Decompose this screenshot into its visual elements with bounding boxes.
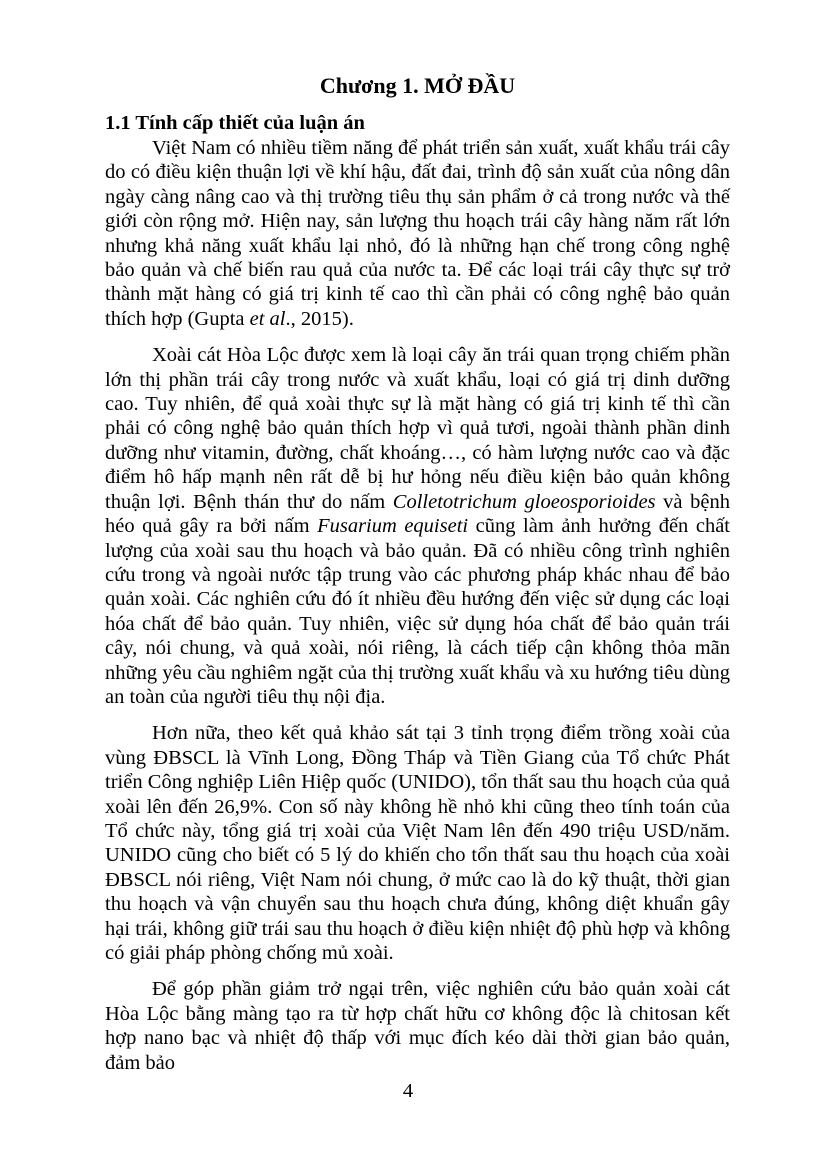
text-segment: Việt Nam có nhiều tiềm năng để phát triển sản xuất, xuất khẩu trái cây do có điều kiện thuận lợi về khí hậu, đất đai, trình độ sản xuất của nông dân ngày càng nâng cao và thị trường tiêu thụ sản phẩm ở cả trong nước và thế giới còn rộng mở. Hiện nay, sản lượng thu hoạch trái cây hàng năm rất lớn nhưng khả năng xuất khẩu lại nhỏ, đó là những hạn chế trong công nghệ bảo quản và chế biến rau quả của nước ta. Để các loại trái cây thực sự trở thành mặt hàng có giá trị kinh tế cao thì cần phải có công nghệ bảo quản thích hợp (Gupta: [105, 137, 730, 330]
italic-text: et al: [249, 307, 286, 330]
text-segment: ., 2015).: [285, 307, 354, 330]
text-segment: Để góp phần giảm trở ngại trên, việc nghiên cứu bảo quản xoài cát Hòa Lộc bằng màng tạo ra từ hợp chất hữu cơ không độc là chitosan kết hợp nano bạc và nhiệt độ thấp với mục đích kéo dài thời gian bảo quản, đảm bảo: [105, 978, 730, 1074]
page-number: 4: [402, 1080, 414, 1102]
italic-text: Colletotrichum gloeosporioides: [392, 490, 656, 513]
text-segment: Xoài cát Hòa Lộc được xem là loại cây ăn trái quan trọng chiếm phần lớn thị phần trái cây trong nước và xuất khẩu, loại có giá trị dinh dưỡng cao. Tuy nhiên, để quả xoài thực sự là mặt hàng có giá trị kinh tế thì cần phải có công nghệ bảo quản thích hợp vì quả tươi, ngoài thành phần dinh dưỡng như vitamin, đường, chất khoáng…, có hàm lượng nước cao và đặc điểm hô hấp mạnh nên rất dễ bị hư hỏng nếu điều kiện bảo quản không thuận lợi. Bệnh thán thư do nấm: [105, 344, 730, 513]
paragraph-1: [105, 136, 730, 331]
chapter-title: Chương 1. MỞ ĐẦU: [319, 73, 516, 98]
paragraph-2: [105, 343, 730, 709]
section-heading: 1.1 Tính cấp thiết của luận án: [105, 112, 365, 134]
text-segment: cũng làm ảnh hưởng đến chất lượng của xoài sau thu hoạch và bảo quản. Đã có nhiều công trình nghiên cứu trong và ngoài nước tập trung vào các phương pháp khác nhau để bảo quản xoài. Các nghiên cứu đó ít nhiều đều hướng đến việc sử dụng các loại hóa chất để bảo quản. Tuy nhiên, việc sử dụng hóa chất để bảo quản trái cây, nói chung, và quả xoài, nói riêng, là cách tiếp cận không thỏa mãn những yêu cầu nghiêm ngặt của thị trường xuất khẩu và xu hướng tiêu dùng an toàn của người tiêu thụ nội địa.: [105, 515, 730, 708]
text-segment: và bệnh héo quả gây ra bởi nấm: [105, 490, 731, 538]
paragraph-3: [105, 721, 730, 965]
italic-text: Fusarium equiseti: [317, 515, 469, 538]
paragraph-4: [105, 977, 730, 1075]
text-segment: Hơn nữa, theo kết quả khảo sát tại 3 tỉnh trọng điểm trồng xoài của vùng ĐBSCL là Vĩnh Long, Đồng Tháp và Tiền Giang của Tổ chức Phát triển Công nghiệp Liên Hiệp quốc (UNIDO), tổn thất sau thu hoạch của quả xoài lên đến 26,9%. Con số này không hề nhỏ khi cũng theo tính toán của Tổ chức này, tổng giá trị xoài của Việt Nam lên đến 490 triệu USD/năm. UNIDO cũng cho biết có 5 lý do khiến cho tổn thất sau thu hoạch của xoài ĐBSCL nói riêng, Việt Nam nói chung, ở mức cao là do kỹ thuật, thời gian thu hoạch và vận chuyển sau thu hoạch chưa đúng, không diệt khuẩn gây hại trái, không giữ trái sau thu hoạch ở điều kiện nhiệt độ phù hợp và không có giải pháp phòng chống mủ xoài.: [105, 722, 730, 964]
document-page: [105, 72, 730, 1087]
